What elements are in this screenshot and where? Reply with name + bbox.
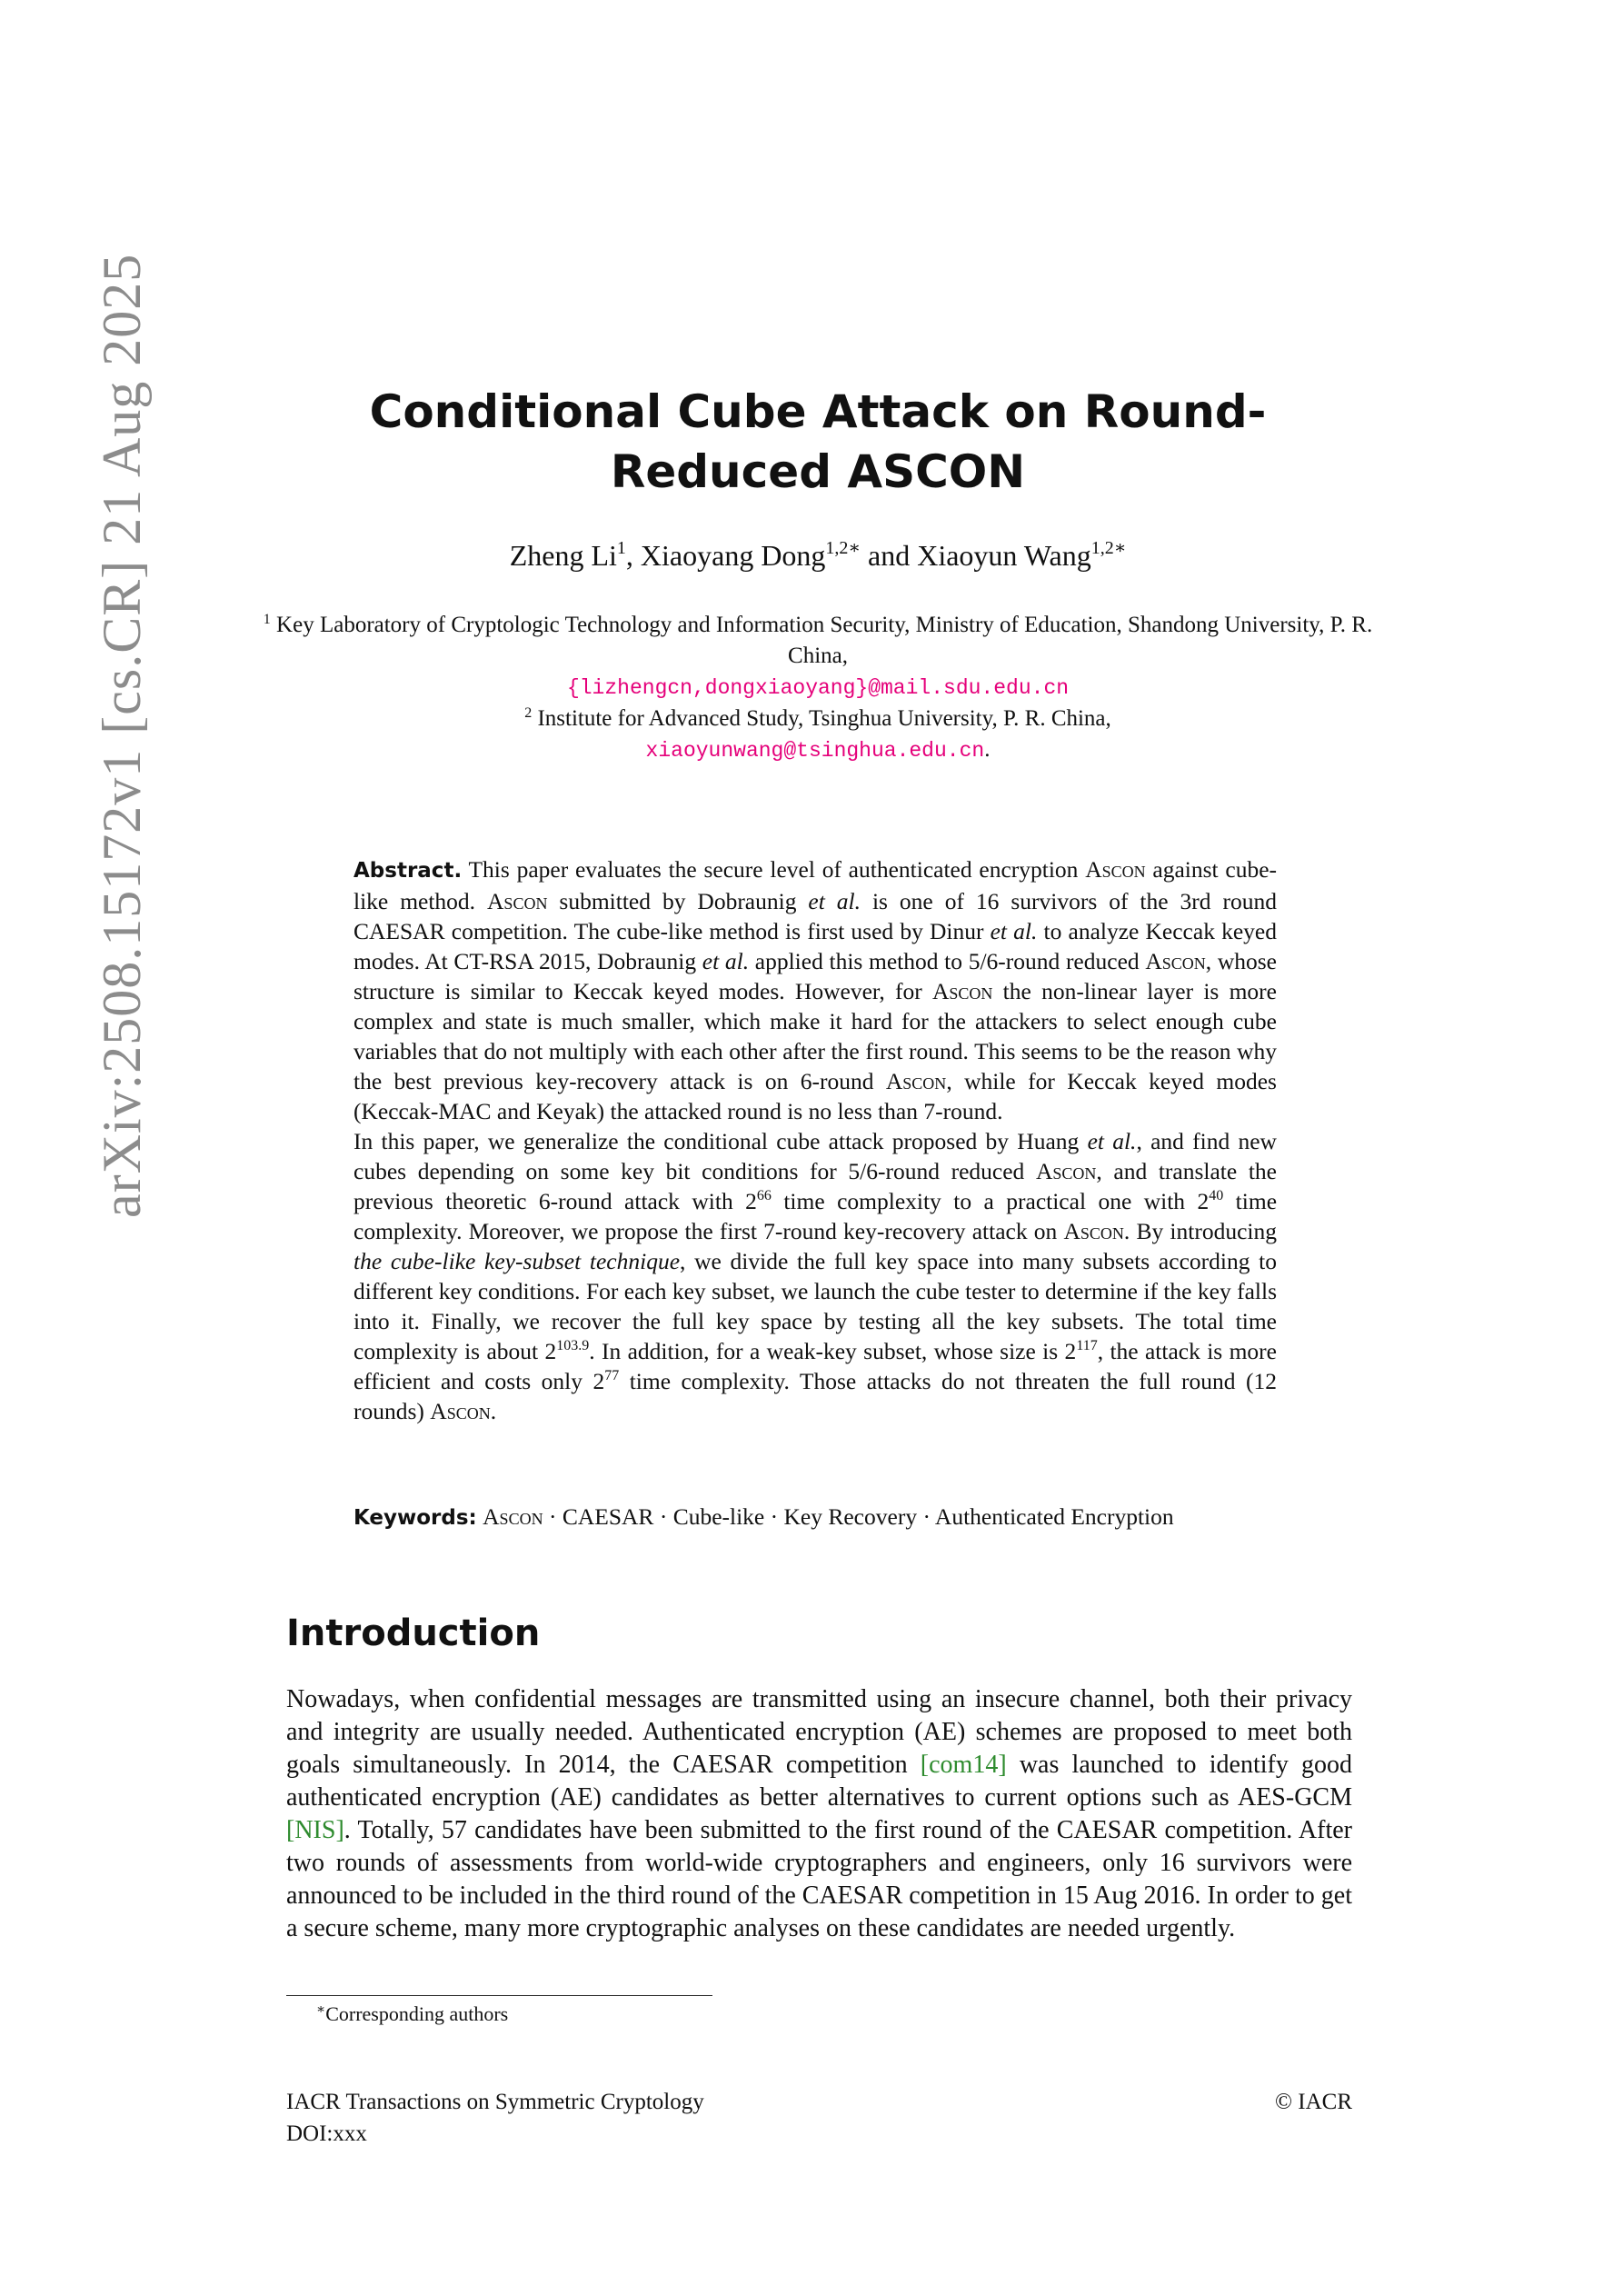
abstract-text: time complexity. Moreover, we propose the first 7-round key-recovery attack on: [353, 1188, 1278, 1244]
page-footer-left: [286, 2086, 704, 2150]
keywords-label: Keywords:: [353, 1506, 477, 1530]
affiliation-2-email[interactable]: [236, 734, 1399, 766]
author-name: Xiaoyun Wang: [917, 539, 1091, 572]
abstract-text: . In addition, for a weak-key subset, whose size is 2: [589, 1338, 1077, 1364]
arxiv-identifier: arXiv:2508.15172v1 [cs.CR] 21 Aug 2025: [92, 253, 152, 1218]
abstract-paragraph-2: [353, 1126, 1277, 1426]
ascon-name: Ascon: [1063, 1218, 1124, 1244]
journal-name: IACR Transactions on Symmetric Cryptology: [286, 2090, 704, 2114]
exponent: 77: [604, 1368, 620, 1383]
abstract-text: .: [490, 1398, 497, 1424]
keyword-separator: ·: [653, 1503, 673, 1530]
keyword-separator: ·: [543, 1503, 563, 1530]
punctuation: .: [984, 737, 991, 762]
abstract-text: This paper evaluates the secure level of authenticated encryption: [462, 856, 1086, 883]
keyword: Ascon: [483, 1503, 543, 1530]
ascon-name: Ascon: [487, 888, 548, 914]
section-heading: Introduction: [286, 1612, 541, 1654]
introduction-body: [286, 1683, 1352, 1945]
paper-title: Conditional Cube Attack on Round-Reduced ASCON: [369, 385, 1267, 498]
keyword: CAESAR: [562, 1503, 654, 1530]
author-name: Zheng Li: [509, 539, 617, 572]
affiliation-1: [236, 610, 1399, 672]
exponent: 117: [1076, 1338, 1098, 1353]
keyword-separator: ·: [917, 1503, 935, 1530]
abstract-text: , and find new cubes depending on some key bit conditions for 5/6-round reduced: [353, 1128, 1277, 1184]
doi: DOI:xxx: [286, 2121, 367, 2146]
abstract-text: applied this method to 5/6-round reduced: [749, 948, 1146, 974]
footnote-text: Corresponding authors: [325, 2002, 509, 2025]
abstract-text: to analyze Keccak keyed modes. At CT-RSA 2015, Dobraunig: [353, 918, 1277, 974]
author-separator: ,: [625, 539, 641, 572]
email-link[interactable]: xiaoyunwang@tsinghua.edu.cn: [645, 739, 985, 763]
abstract-text: , we divide the full key space into many subsets according to different key conditions. For each key subset, we launch the cube tester to determine if the key falls into it. Finally, we recover the full key space by testing all the key subsets. The total time complexity is about 2: [353, 1248, 1278, 1364]
et-al: et al.: [808, 888, 861, 914]
ascon-name: Ascon: [885, 1068, 947, 1094]
affiliation-mark: 2: [524, 705, 533, 721]
et-al: et al.: [702, 948, 750, 974]
technique-name: the cube-like key-subset technique: [353, 1248, 681, 1274]
affiliation-2: [236, 704, 1399, 734]
abstract-text: time complexity. Those attacks do not threaten the full round (12 rounds): [353, 1368, 1277, 1424]
affiliation-text: Key Laboratory of Cryptologic Technology and Information Security, Ministry of Education, Shandong University, P. R. China,: [276, 613, 1373, 668]
et-al: et al.: [1087, 1128, 1137, 1154]
abstract-text: submitted by Dobraunig: [547, 888, 809, 914]
footnote-mark: ∗: [316, 2002, 326, 2017]
citation-link[interactable]: [NIS]: [286, 1816, 344, 1844]
intro-paragraph: [286, 1683, 1352, 1945]
abstract-text: is one of 16 survivors of the 3rd round CAESAR competition. The cube-like method is first used by Dinur: [353, 888, 1277, 944]
email-link[interactable]: {lizhengcn,dongxiaoyang}@mail.sdu.edu.cn: [566, 676, 1070, 700]
abstract-text: against cube-like method.: [353, 856, 1277, 914]
ascon-name: Ascon: [1145, 948, 1206, 974]
author-separator: and: [861, 539, 918, 572]
exponent: 103.9: [556, 1338, 590, 1353]
exponent: 40: [1209, 1188, 1224, 1203]
exponent: 66: [756, 1188, 772, 1203]
affiliation-1-email[interactable]: [236, 672, 1399, 704]
body-text: Nowadays, when confidential messages are transmitted using an insecure channel, both their privacy and integrity are usually needed. Authenticated encryption (AE) schemes are proposed to meet both goals simultaneously. In 2014, the CAESAR competition: [286, 1685, 1352, 1779]
abstract-text: , and translate the previous theoretic 6-round attack with 2: [353, 1158, 1277, 1214]
author-affiliation-mark: 1: [616, 538, 626, 558]
affiliation-mark: 1: [263, 612, 271, 627]
body-text: was launched to identify good authenticated encryption (AE) candidates as better alternatives to current options such as AES-GCM: [286, 1751, 1352, 1812]
ascon-name: Ascon: [430, 1398, 491, 1424]
ascon-name: Ascon: [1085, 856, 1146, 883]
abstract-text: the non-linear layer is more complex and state is much smaller, which make it hard for the attackers to select enough cube variables that do not multiply with each other after the first round. This seems to be the reason why the best previous key-recovery attack is on 6-round: [353, 978, 1277, 1094]
footnote-rule: [286, 1995, 712, 1996]
keywords-line: [353, 1502, 1277, 1533]
body-text: . Totally, 57 candidates have been submitted to the first round of the CAESAR competition. After two rounds of assessments from world-wide cryptographers and engineers, only 16 survivors were announced to be included in the third round of the CAESAR competition in 15 Aug 2016. In order to get a secure scheme, many more cryptographic analyses on these candidates are needed urgently.: [286, 1816, 1352, 1942]
ascon-name: Ascon: [1035, 1158, 1097, 1184]
et-al: et al.: [990, 918, 1038, 944]
abstract-text: , while for Keccak keyed modes (Keccak-MAC and Keyak) the attacked round is no less than 7-round.: [353, 1068, 1277, 1124]
keyword-separator: ·: [764, 1503, 784, 1530]
keyword: Key Recovery: [783, 1503, 918, 1530]
footnote: [316, 2002, 508, 2026]
citation-link[interactable]: [com14]: [920, 1751, 1007, 1779]
keyword: Authenticated Encryption: [934, 1503, 1174, 1530]
copyright-notice: © IACR: [1275, 2090, 1352, 2114]
abstract: [353, 854, 1277, 1426]
author-affiliation-mark: 1,2∗: [1090, 538, 1127, 558]
abstract-label: Abstract.: [353, 859, 463, 883]
keywords: [353, 1502, 1277, 1533]
abstract-paragraph-1: [353, 854, 1277, 1126]
author-list: [273, 539, 1363, 573]
abstract-text: In this paper, we generalize the conditional cube attack proposed by Huang: [353, 1128, 1088, 1154]
ascon-name: Ascon: [931, 978, 993, 1004]
author-affiliation-mark: 1,2∗: [825, 538, 861, 558]
abstract-text: , the attack is more efficient and costs only 2: [353, 1338, 1277, 1394]
abstract-text: time complexity to a practical one with 2: [771, 1188, 1210, 1214]
affiliations: [236, 610, 1399, 766]
abstract-text: . By introducing: [1123, 1218, 1277, 1244]
author-name: Xiaoyang Dong: [640, 539, 826, 572]
keyword: Cube-like: [672, 1503, 765, 1530]
affiliation-text: Institute for Advanced Study, Tsinghua University, P. R. China,: [537, 706, 1111, 731]
abstract-text: , whose structure is similar to Keccak keyed modes. However, for: [353, 948, 1277, 1004]
